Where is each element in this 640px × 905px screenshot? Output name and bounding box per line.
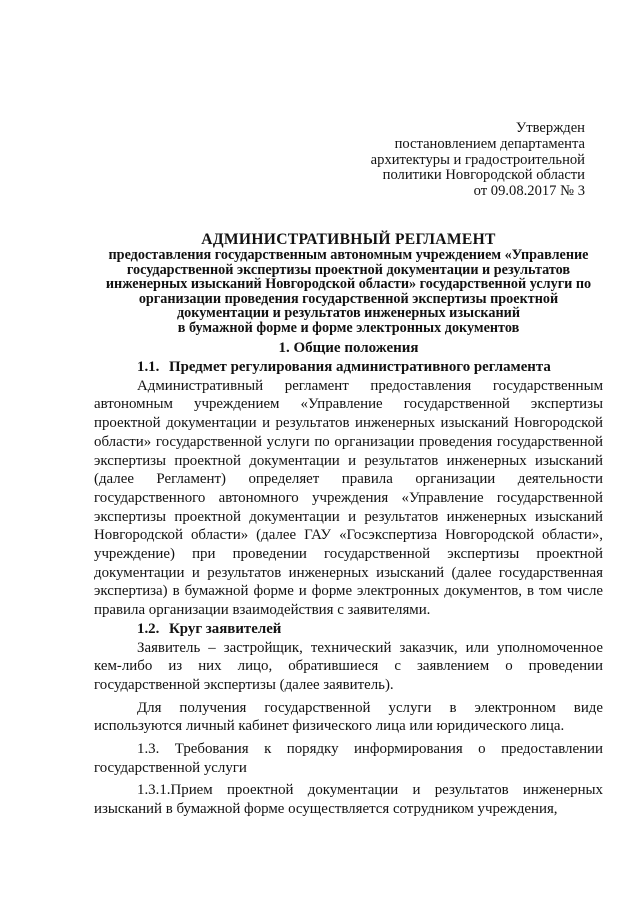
approval-line: Утвержден bbox=[515, 120, 585, 136]
approval-line: постановлением департамента bbox=[394, 135, 585, 152]
paragraph: 1.3.1.Прием проектной документации и результатов инженерных изысканий в бумажной форме осуществляется сотрудником учреждения, bbox=[94, 782, 603, 818]
subsection-heading-1-2 bbox=[94, 620, 603, 639]
approval-line: архитектуры и градостроительной bbox=[370, 151, 585, 168]
subsection-heading-1-1 bbox=[94, 358, 603, 377]
subsection-number: 1.1. bbox=[137, 359, 160, 375]
approval-block bbox=[371, 121, 585, 200]
subsection-title: Круг заявителей bbox=[169, 620, 282, 637]
body-text bbox=[94, 358, 603, 819]
title-line: организации проведения государственной экспертизы проектной bbox=[138, 290, 559, 307]
document-title: АДМИНИСТРАТИВНЫЙ РЕГЛАМЕНТ bbox=[201, 231, 496, 248]
subsection-number: 1.2. bbox=[137, 620, 160, 637]
paragraph: 1.3. Требования к порядку информирования о предоставлении государственной услуги bbox=[94, 741, 603, 776]
section-heading: 1. Общие положения bbox=[278, 340, 419, 356]
paragraph: Административный регламент предоставления государственным автономным учреждением «Управление государственной экспертизы проектной документации и результатов инженерных изысканий Новгородской области» государственной услуги по организации проведения государственной экспертизы проектной документации и результатов инженерных изысканий (далее Регламент) определяет правила организации деятельности государственного автономного учреждения «Управление государственной экспертизы проектной документации и результатов инженерных изысканий Новгородской области» (далее ГАУ «Госэкспертиза Новгородской области», учреждение) при проведении государственной экспертизы проектной документации и результатов инженерных изысканий (далее государственная экспертиза) в бумажной форме и форме электронных документов, в том числе правила организации взаимодействия с заявителями. bbox=[94, 377, 603, 619]
title-line: государственной экспертизы проектной документации и результатов bbox=[126, 261, 571, 278]
approval-line: политики Новгородской области bbox=[382, 167, 585, 184]
subsection-title: Предмет регулирования административного регламента bbox=[169, 359, 551, 375]
paragraph: Заявитель – застройщик, технический заказчик, или уполномоченное кем-либо из них лицо, обратившиеся с заявлением о проведении государственной экспертизы (далее заявитель). bbox=[94, 639, 603, 693]
approval-line: от 09.08.2017 № 3 bbox=[473, 183, 585, 200]
title-line: инженерных изысканий Новгородской области» государственной услуги по bbox=[105, 276, 592, 293]
paragraph: Для получения государственной услуги в электронном виде используются личный кабинет физического лица или юридического лица. bbox=[94, 699, 603, 735]
title-line: предоставления государственным автономным учреждением «Управление bbox=[108, 247, 589, 263]
document-title-block bbox=[94, 231, 603, 336]
title-line: документации и результатов инженерных изысканий bbox=[177, 305, 520, 322]
title-line: в бумажной форме и форме электронных документов bbox=[177, 319, 520, 336]
